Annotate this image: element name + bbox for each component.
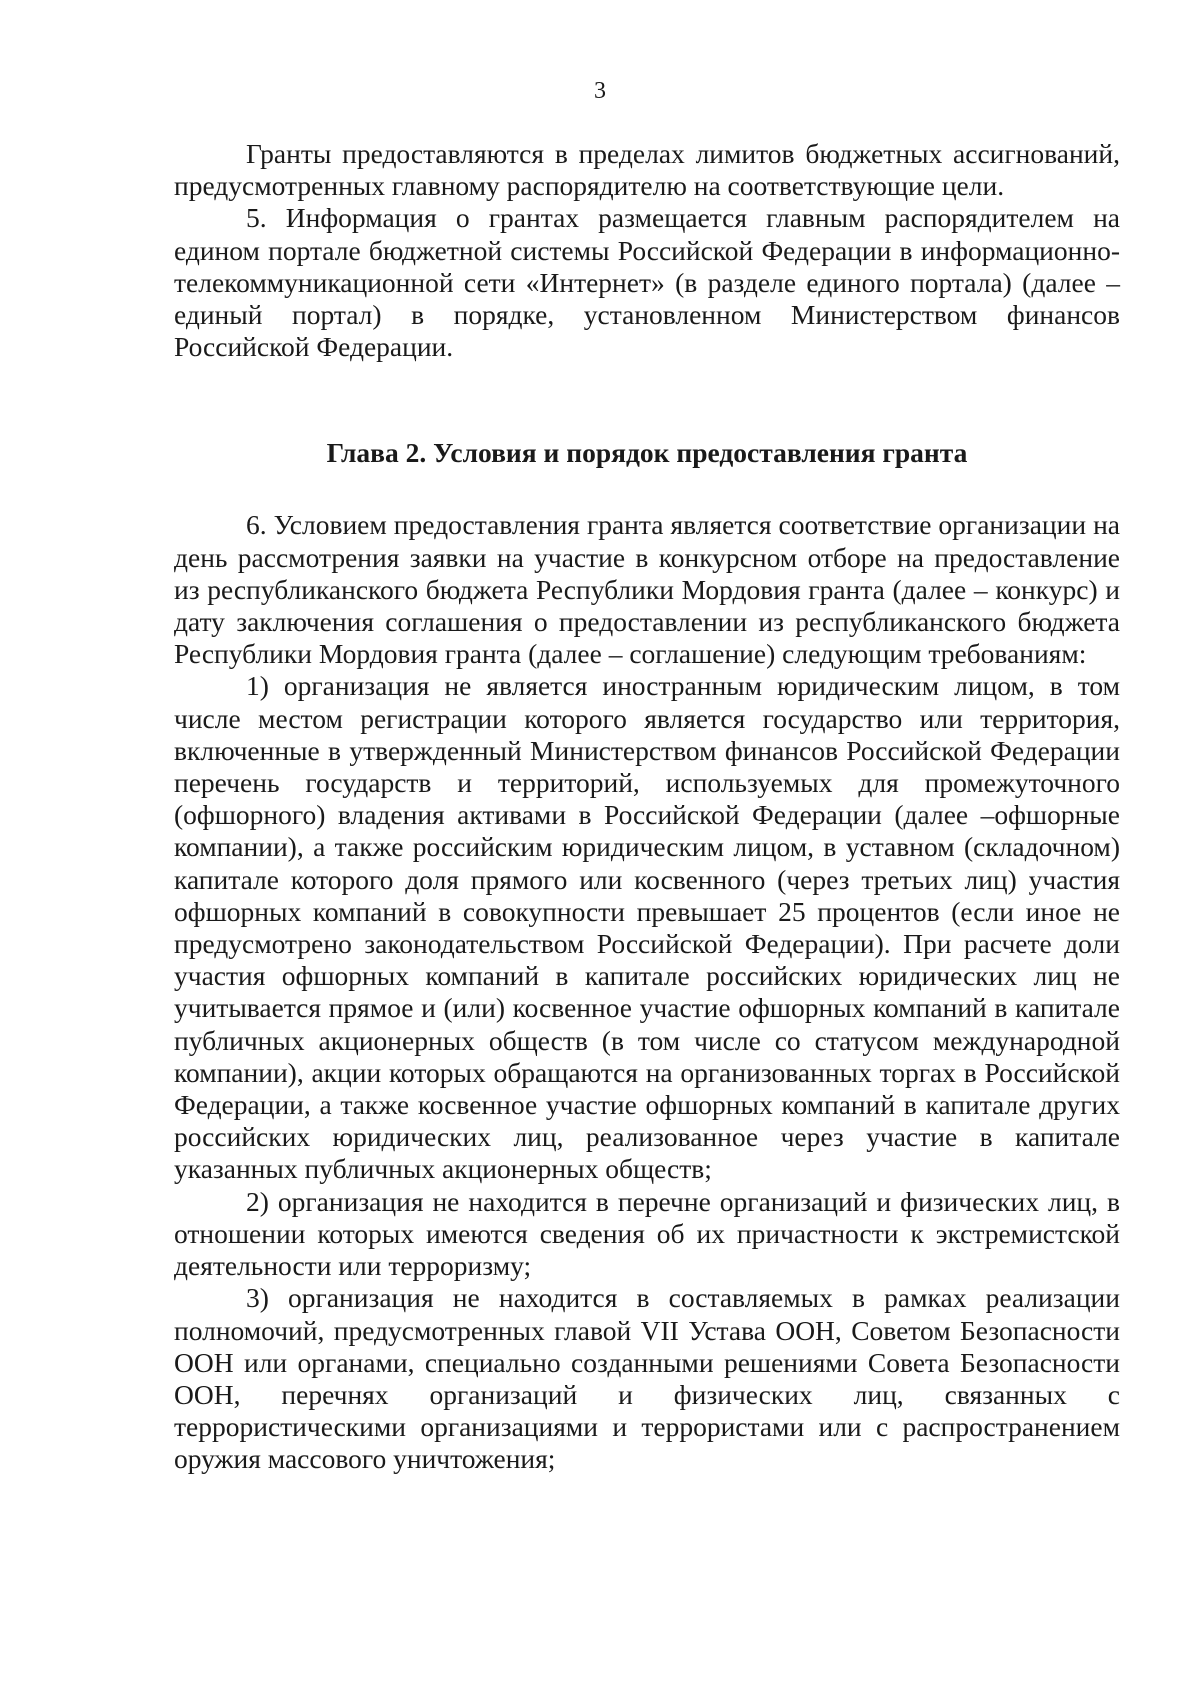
chapter-heading: Глава 2. Условия и порядок предоставления гранта [326,437,968,469]
paragraph-grants-limits: Гранты предоставляются в пределах лимитов бюджетных ассигнований, предусмотренных главному распорядителю на соответствующие цели. [174,138,1120,202]
paragraph-requirement-3: 3) организация не находится в составляемых в рамках реализации полномочий, предусмотренных главой VII Устава ООН, Советом Безопасности ООН или органами, специально созданными решениями Совета Безопасности ООН, перечнях организаций и физических лиц, связанных с террористическими организациями и террористами или с распространением оружия массового уничтожения; [174,1282,1120,1475]
paragraph-6-grant-conditions: 6. Условием предоставления гранта является соответствие организации на день рассмотрения заявки на участие в конкурсном отборе на предоставление из республиканского бюджета Республики Мордовия гранта (далее – конкурс) и дату заключения соглашения о предоставлении из республиканского бюджета Республики Мордовия гранта (далее – соглашение) следующим требованиям: [174,509,1120,670]
page-number: 3 [594,78,606,104]
paragraph-5-grant-information: 5. Информация о грантах размещается главным распорядителем на едином портале бюджетной системы Российской Федерации в информационно-телекоммуникационной сети «Интернет» (в разделе единого портала) (далее – единый портал) в порядке, установленном Министерством финансов Российской Федерации. [174,202,1120,363]
paragraph-requirement-2: 2) организация не находится в перечне организаций и физических лиц, в отношении которых имеются сведения об их причастности к экстремистской деятельности или терроризму; [174,1185,1120,1282]
document-body [174,138,1120,1476]
paragraph-requirement-1: 1) организация не является иностранным юридическим лицом, в том числе местом регистрации которого является государство или территория, включенные в утвержденный Министерством финансов Российской Федерации перечень государств и территорий, используемых для промежуточного (офшорного) владения активами в Российской Федерации (далее –офшорные компании), а также российским юридическим лицом, в уставном (складочном) капитале которого доля прямого или косвенного (через третьих лиц) участия офшорных компаний в совокупности превышает 25 процентов (если иное не предусмотрено законодательством Российской Федерации). При расчете доли участия офшорных компаний в капитале российских юридических лиц не учитывается прямое и (или) косвенное участие офшорных компаний в капитале публичных акционерных обществ (в том числе со статусом международной компании), акции которых обращаются на организованных торгах в Российской Федерации, а также косвенное участие офшорных компаний в капитале других российских юридических лиц, реализованное через участие в капитале указанных публичных акционерных обществ; [174,670,1120,1185]
